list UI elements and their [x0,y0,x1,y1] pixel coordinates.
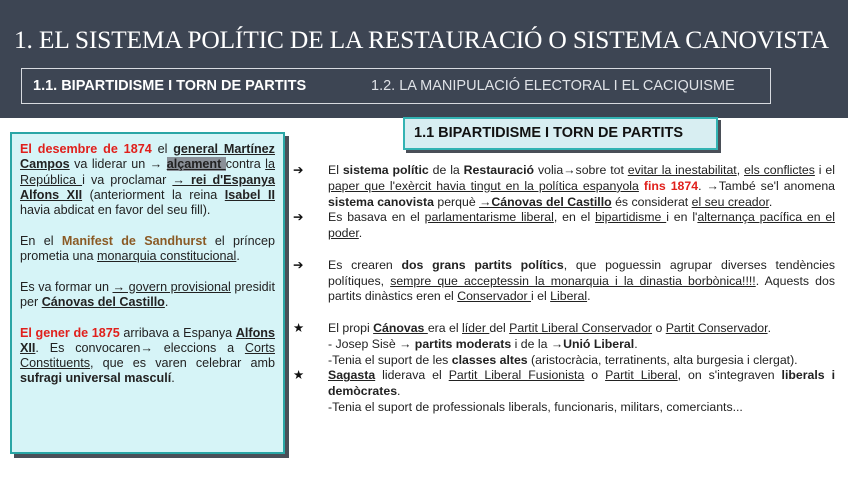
text: el príncep prometia una [20,233,275,264]
term-text: liberals i demòcrates [328,368,835,399]
text: , on s'integraven [677,368,782,383]
text: del [489,320,510,335]
text: perquè [433,194,480,209]
text: va liderar un → [69,157,167,172]
term-text: alternança pacífica en el poder [328,210,835,241]
text: era el [427,320,462,335]
term-text: Partit Liberal Conservador [509,320,653,335]
text: o [584,368,606,383]
context-paragraph-3 [20,280,275,311]
text: i en l' [666,210,698,225]
term-text: evitar la inestabilitat [627,163,737,177]
term-text: Liberal [550,289,588,304]
text: . Es convocaren→ eleccions a [35,340,245,355]
text: és considerat [611,194,692,209]
list-item [290,321,835,368]
term-text: Corts Constituents [20,340,275,371]
term-text: → rei d'Espanya Alfons XII [20,172,275,202]
arrow-icon: ➔ [293,210,304,225]
text: . [634,336,638,351]
text: liderava el [375,368,449,383]
person-text: →Cánovas del Castillo [479,194,612,209]
text: , que poguessin agrupar diverses tendències polítiques, [328,257,835,288]
text: . [768,194,773,209]
term-text: paper que l'exèrcit havia tingut en la política espanyola [328,178,639,193]
text: . [358,226,363,241]
context-paragraph-4 [20,326,275,387]
text: En el [20,233,62,248]
text: i el [814,163,835,177]
text: contra [225,157,266,172]
text: -Tenia el suport de professionals liberals, funcionaris, militars, comerciants... [328,399,743,414]
date-text: El gener de 1875 [20,325,120,340]
person-text: general Martínez Campos [20,142,275,172]
text: presidit per [20,279,275,309]
text: , en el [553,210,596,225]
term-text: els conflictes [744,163,815,177]
text: i va proclamar [82,172,173,187]
text: . [767,320,771,335]
term-text: sistema canovista [328,194,434,209]
term-text: classes altes [451,352,528,367]
bullet-list [290,163,835,416]
term-text: sistema polític [342,163,429,177]
arrow-icon: ➔ [293,163,304,177]
highlighted-term: alçament [166,157,226,172]
term-text: la República [20,157,275,187]
text: de la [428,163,464,177]
text: . [397,384,401,399]
term-text: → govern provisional [112,279,231,294]
spacer [290,242,835,258]
date-text: fins 1874 [643,178,699,193]
text: volia→sobre tot [534,163,628,177]
text: . [164,294,169,309]
text: . [236,249,240,264]
list-item [290,258,835,305]
text: El propi [328,320,374,335]
term-text: → partits moderats [399,336,512,351]
term-text: Partit Liberal [605,368,678,383]
person-text: Cánovas [373,320,428,335]
term-text: Conservador [457,289,532,304]
manifest-text: Manifest de Sandhurst [61,233,207,248]
text: - Josep Sisè [328,336,400,351]
text: . →També se'l anomena [698,178,835,193]
spacer [290,305,835,321]
section-title: 1.1 BIPARTIDISME I TORN DE PARTITS [414,125,684,141]
text: . Aquests dos partits dinàstics eren el [328,273,835,304]
text: . [171,371,175,386]
list-item [290,210,835,242]
term-text: sempre que acceptessin la monarquia i la dinastia borbònica!!!! [390,273,756,288]
context-paragraph-2 [20,234,275,265]
term-text: →Unió Liberal [550,336,635,351]
text: El [328,163,343,177]
text: -Tenia el suport de les [328,352,452,367]
text: (anteriorment la reina [82,187,225,202]
arrow-icon: ➔ [293,257,304,272]
text: Es va formar un [20,279,113,294]
tab-manipulacio-electoral[interactable]: 1.2. LA MANIPULACIÓ ELECTORAL I EL CACIQUISME [371,78,735,94]
text: , que es varen celebrar amb [90,356,275,371]
text: havia abdicat en favor del seu fill). [20,203,211,218]
term-text: Partit Conservador [665,320,768,335]
tab-bipartidisme[interactable]: 1.1. BIPARTIDISME I TORN DE PARTITS [33,78,307,94]
term-text: líder [462,320,490,335]
context-box [10,132,285,454]
date-text: El desembre de 1874 [20,142,152,156]
text: o [652,320,666,335]
text: i el [531,289,551,304]
person-text: Isabel II [224,187,275,202]
person-text: Alfons XII [20,325,276,355]
person-text: Sagasta [328,368,376,383]
text: Es crearen [328,257,402,272]
text: Es basava en el [328,210,425,225]
term-text: sufragi universal masculí [20,371,172,386]
term-text: monarquia constitucional [97,249,237,264]
page-title: 1. EL SISTEMA POLÍTIC DE LA RESTAURACIÓ O SISTEMA CANOVISTA [14,25,829,54]
text: i de la [511,336,551,351]
section-heading-box [403,117,718,150]
star-icon: ★ [293,320,305,335]
term-text: parlamentarisme liberal [424,210,554,225]
list-item [290,368,835,415]
term-text: el seu creador [691,194,769,209]
term-text: Partit Liberal Fusionista [448,368,585,383]
text: arribava a Espanya [119,325,236,340]
list-item [290,163,835,210]
person-text: Cánovas del Castillo [41,294,165,309]
text: (aristocràcia, terratinents, alta burgesia i clergat). [527,352,798,367]
text: . [587,289,591,304]
term-text: dos grans partits polítics [401,257,564,272]
star-icon: ★ [293,368,305,383]
text: el [151,142,174,156]
context-paragraph-1 [20,142,275,218]
text: , [736,163,745,177]
term-text: Restauració [463,163,535,177]
tab-bar [21,68,771,104]
header-bar [0,0,848,118]
term-text: bipartidisme [595,210,667,225]
